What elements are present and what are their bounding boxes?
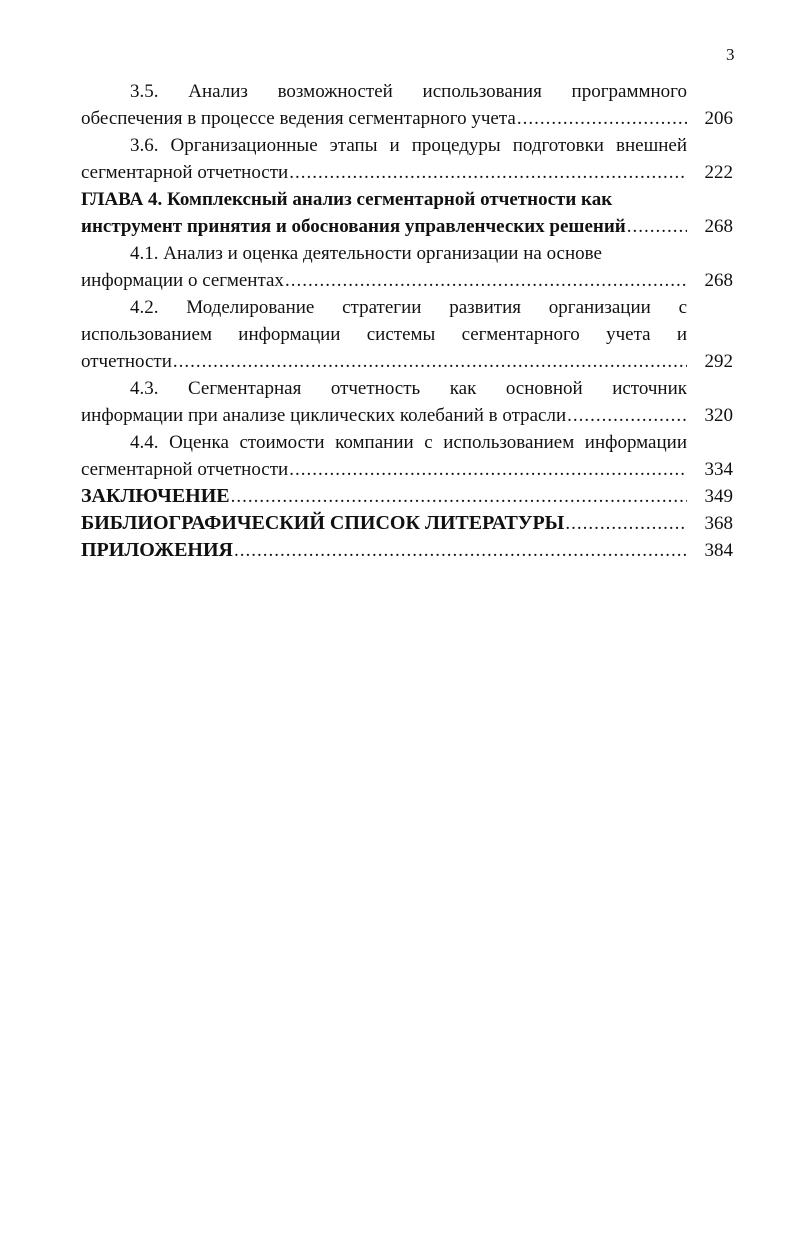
dot-leader xyxy=(289,456,687,483)
toc-entry-text: БИБЛИОГРАФИЧЕСКИЙ СПИСОК ЛИТЕРАТУРЫ xyxy=(81,512,565,534)
toc-entry-4-1 xyxy=(81,240,733,294)
toc-entry-text: использованием информации системы сегментарного учета и xyxy=(81,324,687,345)
toc-entry-conclusion xyxy=(81,483,733,510)
toc-entry-text: ГЛАВА 4. Комплексный анализ сегментарной отчетности как xyxy=(81,189,613,210)
dot-leader xyxy=(567,402,687,429)
dot-leader xyxy=(231,483,687,510)
dot-leader xyxy=(234,537,687,564)
toc-entry-leader-line xyxy=(81,456,687,483)
toc-page-number: 334 xyxy=(704,459,733,480)
toc-entry-leader-line xyxy=(81,213,687,240)
toc-entry-text: 3.6. Организационные этапы и процедуры подготовки внешней xyxy=(130,135,687,156)
toc-entry-leader-line xyxy=(81,267,687,294)
toc-entry-text: информации о сегментах xyxy=(81,270,284,291)
toc-entry-4-2 xyxy=(81,294,733,375)
toc-entry-3-5 xyxy=(81,78,733,132)
toc-page-number: 222 xyxy=(704,162,733,183)
table-of-contents xyxy=(81,78,733,564)
toc-page-number: 368 xyxy=(704,513,733,534)
toc-entry-text: сегментарной отчетности xyxy=(81,459,289,480)
toc-entry-text: ЗАКЛЮЧЕНИЕ xyxy=(81,485,230,507)
dot-leader xyxy=(289,159,687,186)
toc-entry-4-4 xyxy=(81,429,733,483)
toc-entry-leader-line xyxy=(81,348,687,375)
toc-page-number: 268 xyxy=(704,216,733,237)
toc-page-number: 384 xyxy=(704,540,733,561)
toc-entry-appendices xyxy=(81,537,733,564)
page-number: 3 xyxy=(726,45,735,64)
dot-leader xyxy=(565,510,687,537)
toc-entry-text: 4.1. Анализ и оценка деятельности организации на основе xyxy=(130,243,602,264)
dot-leader xyxy=(517,105,687,132)
toc-entry-text: 3.5. Анализ возможностей использования программного xyxy=(130,81,687,102)
toc-entry-leader-line xyxy=(81,537,687,564)
toc-entry-leader-line xyxy=(81,105,687,132)
toc-page-number: 268 xyxy=(704,270,733,291)
toc-entry-text: 4.4. Оценка стоимости компании с использованием информации xyxy=(130,432,687,453)
toc-entry-chapter-4 xyxy=(81,186,733,240)
toc-entry-leader-line xyxy=(81,483,687,510)
dot-leader xyxy=(627,213,687,240)
toc-entry-text: 4.3. Сегментарная отчетность как основной источник xyxy=(130,378,687,399)
toc-page-number: 206 xyxy=(704,108,733,129)
dot-leader xyxy=(285,267,687,294)
toc-page-number: 349 xyxy=(704,486,733,507)
toc-entry-bibliography xyxy=(81,510,733,537)
dot-leader xyxy=(173,348,687,375)
toc-entry-3-6 xyxy=(81,132,733,186)
toc-entry-leader-line xyxy=(81,159,687,186)
toc-page-number: 320 xyxy=(704,405,733,426)
toc-entry-text: информации при анализе циклических колебаний в отрасли xyxy=(81,405,567,426)
toc-page-number: 292 xyxy=(704,351,733,372)
toc-entry-text: 4.2. Моделирование стратегии развития организации с xyxy=(130,297,687,318)
toc-entry-text: инструмент принятия и обоснования управленческих решений xyxy=(81,216,626,237)
toc-entry-leader-line xyxy=(81,510,687,537)
toc-entry-4-3 xyxy=(81,375,733,429)
toc-entry-text: обеспечения в процессе ведения сегментарного учета xyxy=(81,108,516,129)
toc-entry-leader-line xyxy=(81,402,687,429)
toc-entry-text: отчетности xyxy=(81,351,172,372)
toc-entry-text: ПРИЛОЖЕНИЯ xyxy=(81,539,233,561)
toc-entry-text: сегментарной отчетности xyxy=(81,162,289,183)
